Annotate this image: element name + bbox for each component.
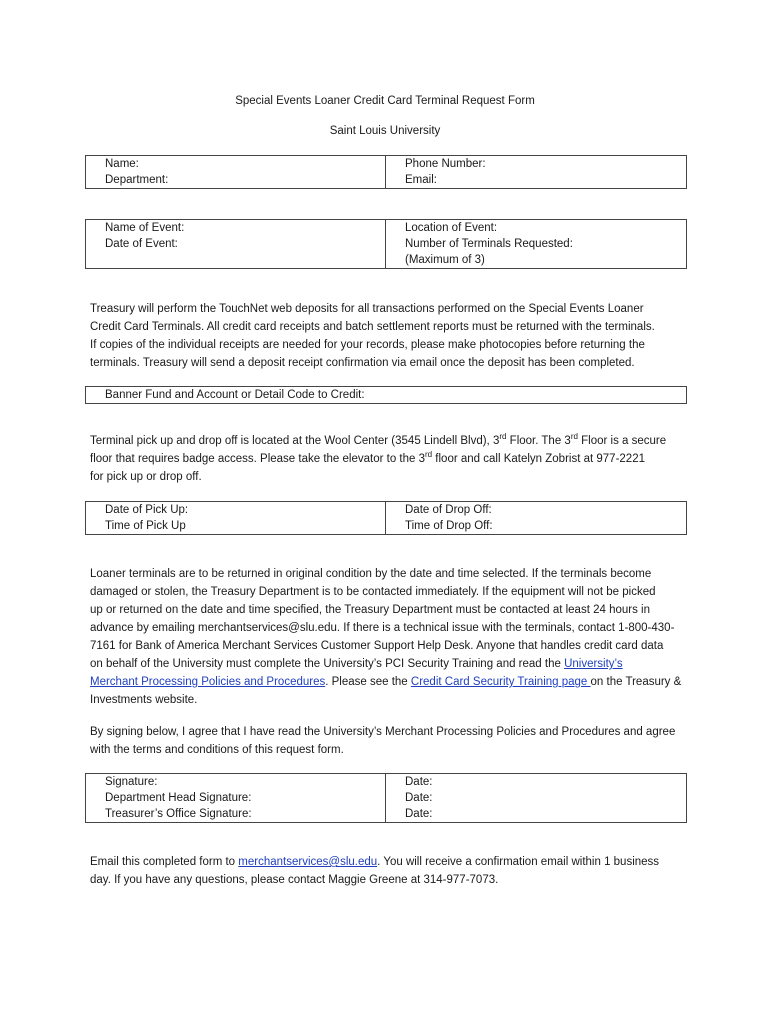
paragraph-line: floor that requires badge access. Please take the elevator to the 3rd floor and call Katelyn Zobrist at 977-2221: [90, 450, 645, 465]
terminals-max-note: (Maximum of 3): [386, 252, 687, 269]
paragraph-line: terminals. Treasury will send a deposit receipt confirmation via email once the deposit has been completed.: [90, 357, 635, 369]
paragraph-line: with the terms and conditions of this request form.: [90, 744, 344, 756]
policies-link[interactable]: University’s: [564, 658, 623, 670]
department-head-signature-field[interactable]: Department Head Signature:: [86, 790, 386, 806]
paragraph-line: Merchant Processing Policies and Procedures. Please see the Credit Card Security Training page on the Treasury &: [90, 676, 682, 688]
pickup-dropoff-table: [85, 501, 687, 535]
paragraph-line: damaged or stolen, the Treasury Department is to be contacted immediately. If the equipment will not be picked: [90, 586, 656, 598]
form-subtitle: Saint Louis University: [329, 125, 441, 137]
treasurer-date-field[interactable]: Date:: [386, 806, 687, 823]
treasurer-signature-field[interactable]: Treasurer’s Office Signature:: [86, 806, 386, 823]
paragraph-line: Terminal pick up and drop off is located at the Wool Center (3545 Lindell Blvd), 3rd Floor. The 3rd Floor is a secure: [90, 432, 667, 447]
email-instructions-paragraph: [90, 853, 690, 889]
paragraph-line: Treasury will perform the TouchNet web deposits for all transactions performed on the Special Events Loaner: [90, 303, 644, 315]
paragraph-line: By signing below, I agree that I have read the University’s Merchant Processing Policies and Procedures and agree: [90, 726, 676, 738]
policies-link[interactable]: Merchant Processing Policies and Procedures: [90, 676, 326, 688]
paragraph-line: Email this completed form to merchantservices@slu.edu. You will receive a confirmation email within 1 business: [90, 856, 660, 868]
event-date-field[interactable]: Date of Event:: [86, 236, 386, 252]
paragraph-line: advance by emailing merchantservices@slu.edu. If there is a technical issue with the terminals, contact 1-800-430-: [90, 622, 675, 634]
security-training-link[interactable]: Credit Card Security Training page: [410, 676, 591, 688]
signature-table: [85, 773, 687, 823]
name-field[interactable]: Name:: [86, 156, 386, 173]
banner-fund-field[interactable]: Banner Fund and Account or Detail Code to Credit:: [86, 387, 687, 404]
contact-table: [85, 155, 687, 189]
paragraph-line: day. If you have any questions, please contact Maggie Greene at 314-977-7073.: [90, 874, 499, 886]
paragraph-line: on behalf of the University must complete the University’s PCI Security Training and read the University’s: [90, 658, 623, 670]
form-title: Special Events Loaner Credit Card Terminal Request Form: [235, 95, 535, 107]
paragraph-line: Loaner terminals are to be returned in original condition by the date and time selected. If the terminals become: [90, 568, 652, 580]
event-location-field[interactable]: Location of Event:: [386, 220, 687, 237]
signature-field[interactable]: Signature:: [86, 774, 386, 791]
deposit-paragraph: [90, 300, 690, 372]
paragraph-line: 7161 for Bank of America Merchant Services Customer Support Help Desk. Anyone that handles credit card data: [90, 640, 664, 652]
phone-field[interactable]: Phone Number:: [386, 156, 687, 173]
terminals-requested-field[interactable]: Number of Terminals Requested:: [386, 236, 687, 252]
dropoff-time-field[interactable]: Time of Drop Off:: [386, 518, 687, 535]
signature-date-field[interactable]: Date:: [386, 774, 687, 791]
paragraph-line: If copies of the individual receipts are needed for your records, please make photocopies before returning the: [90, 339, 645, 351]
paragraph-line: Credit Card Terminals. All credit card receipts and batch settlement reports must be returned with the terminals.: [90, 321, 655, 333]
terms-paragraph: [90, 565, 690, 709]
department-field[interactable]: Department:: [86, 172, 386, 189]
pickup-location-paragraph: [90, 432, 690, 486]
event-table: [85, 219, 687, 269]
pickup-time-field[interactable]: Time of Pick Up: [86, 518, 386, 535]
banner-table: [85, 386, 687, 404]
merchant-email-link[interactable]: merchantservices@slu.edu: [238, 856, 378, 868]
event-name-field[interactable]: Name of Event:: [86, 220, 386, 237]
email-field[interactable]: Email:: [386, 172, 687, 189]
department-head-date-field[interactable]: Date:: [386, 790, 687, 806]
paragraph-line: for pick up or drop off.: [90, 471, 202, 483]
paragraph-line: up or returned on the date and time specified, the Treasury Department must be contacted at least 24 hours in: [90, 604, 650, 616]
empty-cell: [86, 252, 386, 269]
paragraph-line: Investments website.: [90, 694, 198, 706]
dropoff-date-field[interactable]: Date of Drop Off:: [386, 502, 687, 519]
pickup-date-field[interactable]: Date of Pick Up:: [86, 502, 386, 519]
agreement-paragraph: [90, 723, 690, 759]
